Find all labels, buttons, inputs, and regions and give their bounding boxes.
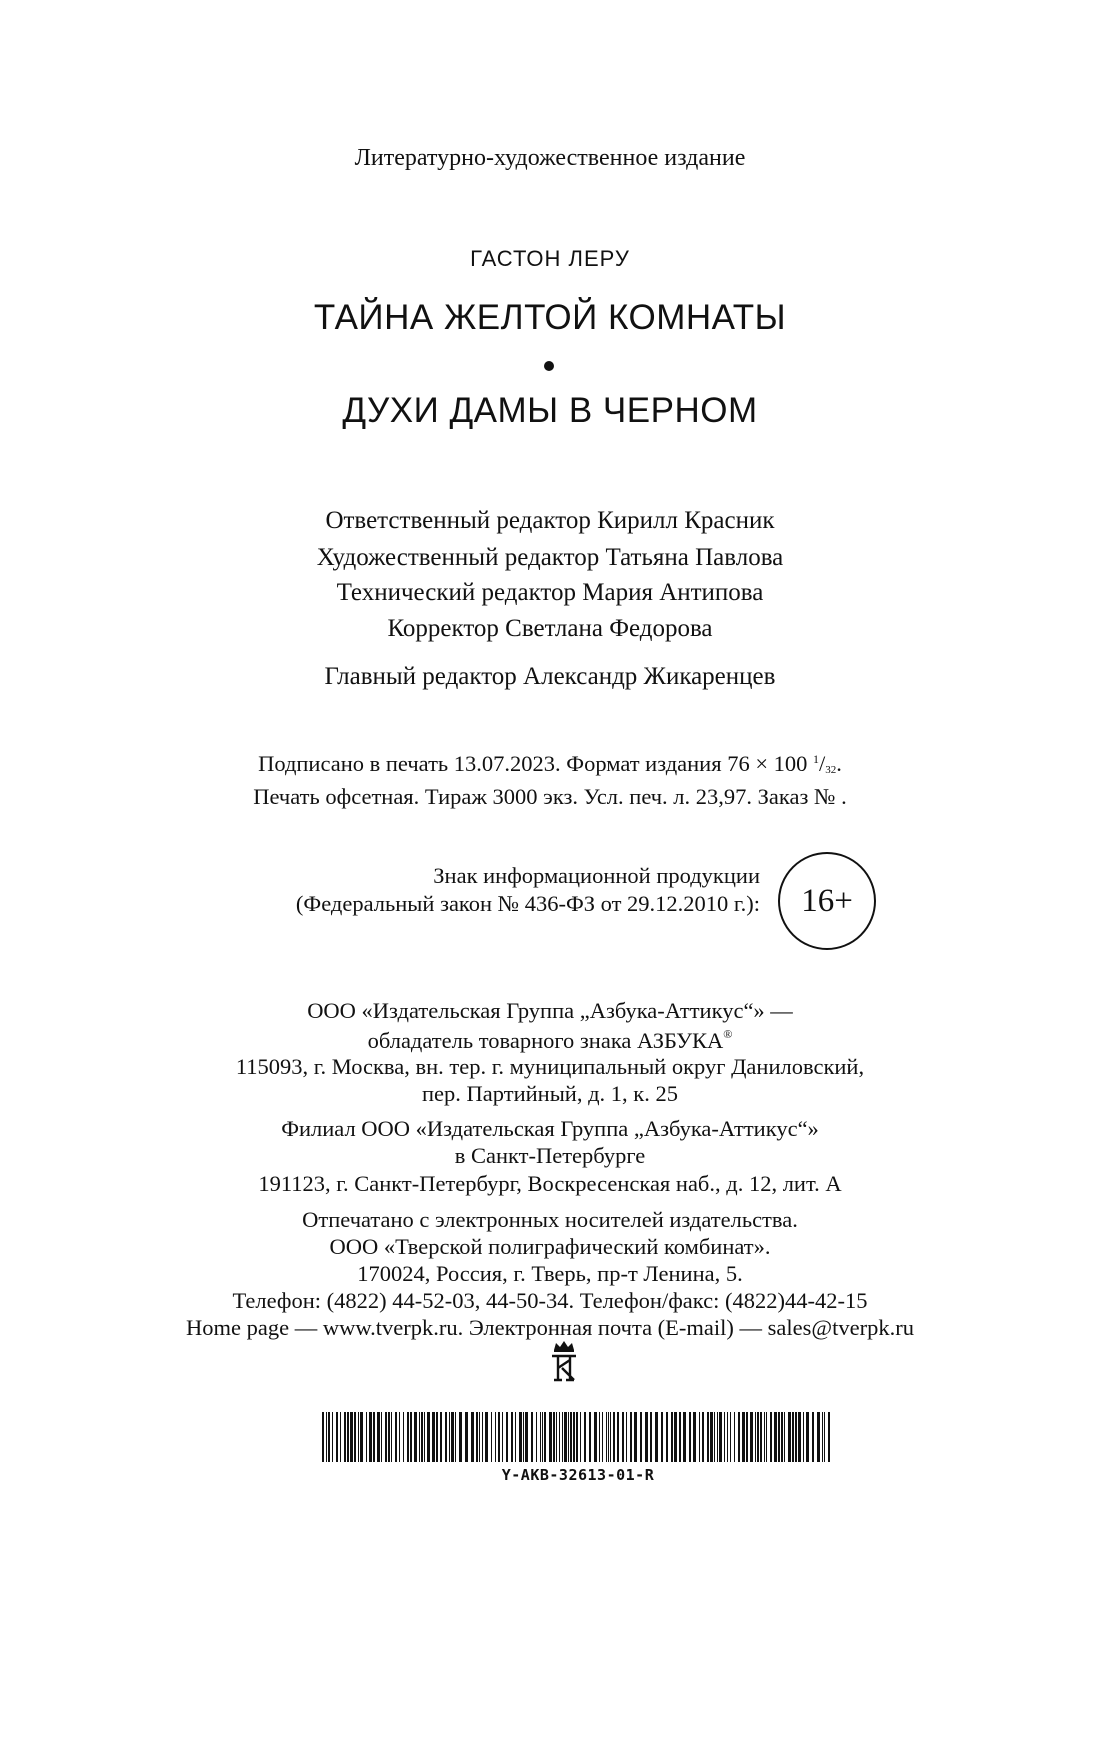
age-rating-badge [778, 852, 876, 950]
printer-logo-icon [548, 1340, 580, 1384]
branch-line-1: Филиал ООО «Издательская Группа „Азбука-Аттикус“» [281, 1116, 819, 1141]
branch-line-2: в Санкт-Петербурге [454, 1143, 646, 1168]
printer-line-5: Home page — www.tverpk.ru. Электронная почта (E-mail) — sales@tverpk.ru [186, 1315, 914, 1340]
edition-type: Литературно-художественное издание [354, 145, 746, 171]
printer-line-1: Отпечатано с электронных носителей издательства. [302, 1207, 798, 1232]
publisher-line-3: 115093, г. Москва, вн. тер. г. муниципальный округ Даниловский, [235, 1054, 865, 1079]
age-rating-text: 16+ [801, 882, 853, 919]
author-name: ГАСТОН ЛЕРУ [470, 246, 630, 271]
title-2: ДУХИ ДАМЫ В ЧЕРНОМ [342, 391, 758, 430]
publisher-line-4: пер. Партийный, д. 1, к. 25 [422, 1081, 678, 1106]
publisher-line-2 [0, 1028, 1100, 1053]
print-info-line-2: Печать офсетная. Тираж 3000 экз. Усл. печ. л. 23,97. Заказ № . [253, 784, 847, 809]
printer-line-4: Телефон: (4822) 44-52-03, 44-50-34. Телефон/факс: (4822)44-42-15 [232, 1288, 868, 1313]
publisher-trademark: обладатель товарного знака АЗБУКА [367, 1028, 724, 1053]
editor-technical: Технический редактор Мария Антипова [336, 579, 764, 606]
print-info-suffix: . [836, 751, 842, 776]
editor-art: Художественный редактор Татьяна Павлова [316, 544, 784, 571]
barcode-icon [320, 1412, 836, 1462]
title-separator-dot [544, 361, 554, 371]
print-info-text: Подписано в печать 13.07.2023. Формат издания 76 × 100 [258, 751, 814, 776]
registered-mark: ® [723, 1027, 733, 1041]
info-sign-law: (Федеральный закон № 436-ФЗ от 29.12.2010 г.): [295, 891, 760, 916]
editor-corrector: Корректор Светлана Федорова [387, 615, 713, 642]
publisher-line-1: ООО «Издательская Группа „Азбука-Аттикус“» — [307, 998, 793, 1023]
info-sign-label: Знак информационной продукции [433, 863, 760, 888]
format-slash: / [819, 751, 826, 776]
branch-line-3: 191123, г. Санкт-Петербург, Воскресенская наб., д. 12, лит. А [258, 1171, 842, 1196]
printer-line-2: ООО «Тверской полиграфический комбинат». [329, 1234, 771, 1259]
barcode-label: Y-AKB-32613-01-R [501, 1466, 655, 1484]
editor-chief: Главный редактор Александр Жикаренцев [324, 663, 776, 690]
format-numerator: 1 [813, 752, 820, 766]
print-info-line-1 [0, 753, 1100, 776]
format-denominator: 32 [825, 764, 837, 776]
title-1: ТАЙНА ЖЕЛТОЙ КОМНАТЫ [313, 298, 787, 337]
editor-responsible: Ответственный редактор Кирилл Красник [325, 507, 775, 534]
printer-line-3: 170024, Россия, г. Тверь, пр-т Ленина, 5. [357, 1261, 743, 1286]
